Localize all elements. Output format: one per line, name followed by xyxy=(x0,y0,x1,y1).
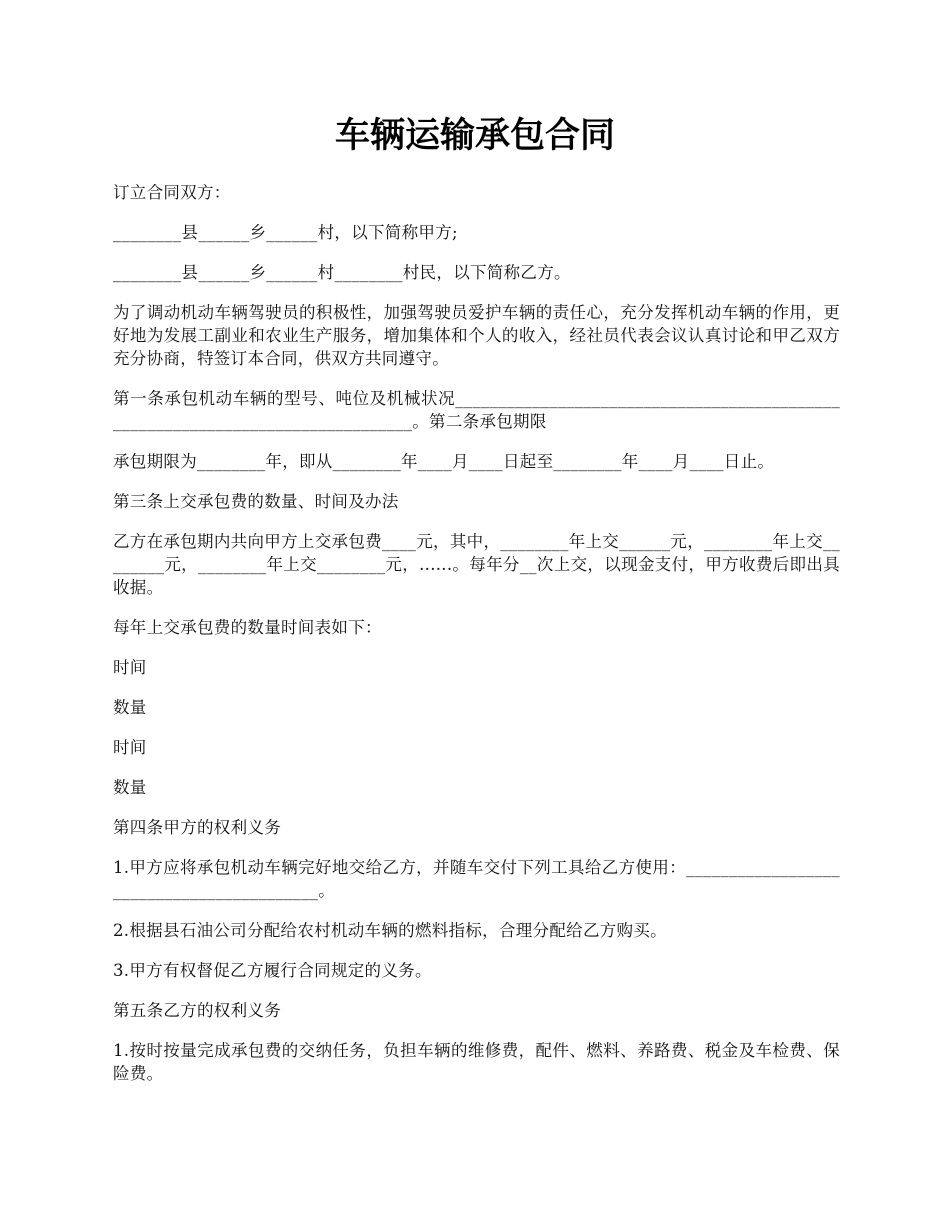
paragraph-party-b: ________县______乡______村________村民，以下简称乙方。 xyxy=(113,263,571,282)
schedule-label-time-1: 时间 xyxy=(113,658,147,677)
paragraph-party-a-duty-3: 3.甲方有权督促乙方履行合同规定的义务。 xyxy=(113,961,432,980)
schedule-label-time-2: 时间 xyxy=(113,738,147,757)
heading-article-3: 第三条上交承包费的数量、时间及办法 xyxy=(113,492,399,511)
schedule-label-amount-2: 数量 xyxy=(113,778,147,797)
document-title: 车辆运输承包合同 xyxy=(334,115,615,156)
heading-article-4: 第四条甲方的权利义务 xyxy=(113,818,281,837)
schedule-label-amount-1: 数量 xyxy=(113,698,147,717)
paragraph-party-b-duty-1: 1.按时按量完成承包费的交纳任务，负担车辆的维修费，配件、燃料、养路费、税金及车检费、保险费。 xyxy=(113,1041,840,1083)
heading-article-5: 第五条乙方的权利义务 xyxy=(113,1001,281,1020)
document-body xyxy=(113,181,840,1102)
paragraph-party-a: ________县______乡______村，以下简称甲方; xyxy=(113,223,458,242)
paragraph-article-1: 第一条承包机动车辆的型号、吨位及机械状况________________________________________________________________________________。第二条承包期限 xyxy=(113,389,840,431)
paragraph-fee-payment: 乙方在承包期内共向甲方上交承包费____元，其中，________年上交______元，________年上交________元，________年上交________元，......。每年分__次上交，以现金支付，甲方收费后即出具收据。 xyxy=(113,532,840,597)
paragraph-fee-schedule-intro: 每年上交承包费的数量时间表如下： xyxy=(113,618,382,637)
paragraph-contract-period: 承包期限为________年，即从________年____月____日起至________年____月____日止。 xyxy=(113,452,775,471)
paragraph-party-a-duty-1: 1.甲方应将承包机动车辆完好地交给乙方，并随车交付下列工具给乙方使用：__________________________________________。 xyxy=(113,858,840,900)
paragraph-purpose: 为了调动机动车辆驾驶员的积极性，加强驾驶员爱护车辆的责任心，充分发挥机动车辆的作用，更好地为发展工副业和农业生产服务，增加集体和个人的收入，经社员代表会议认真讨论和甲乙双方充分协商，特签订本合同，供双方共同遵守。 xyxy=(113,303,840,368)
paragraph-party-a-duty-2: 2.根据县石油公司分配给农村机动车辆的燃料指标，合理分配给乙方购买。 xyxy=(113,921,667,940)
paragraph-parties-intro: 订立合同双方： xyxy=(113,183,231,202)
